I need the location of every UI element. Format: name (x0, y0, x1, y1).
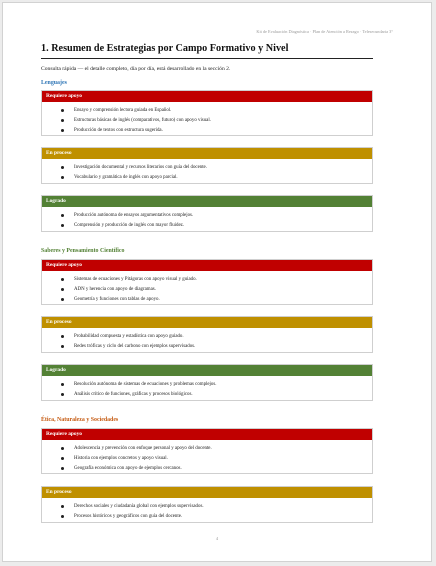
bullet-icon (61, 457, 64, 460)
level-label: En proceso (42, 487, 372, 498)
strategy-box-en-proceso (41, 316, 373, 353)
strategy-list (42, 376, 372, 400)
strategy-box-en-proceso (41, 147, 373, 184)
bullet-icon (61, 345, 64, 348)
list-item: Adolescencia y prevención con enfoque personal y apoyo del docente. (42, 444, 372, 454)
list-item: Producción autónoma de ensayos argumentativos complejos. (42, 211, 372, 221)
list-item: Procesos históricos y geográficos con guía del docente. (42, 512, 372, 522)
strategy-box-logrado (41, 364, 373, 401)
strategy-list (42, 207, 372, 231)
bullet-icon (61, 214, 64, 217)
running-header: Kit de Evaluación Diagnóstica · Plan de Atención a Rezago · Telesecundaria 3° (256, 29, 393, 34)
level-label: Requiere apoyo (42, 91, 372, 102)
list-item: Comprensión y producción de inglés con mayor fluidez. (42, 221, 372, 231)
strategy-list (42, 159, 372, 183)
list-item: Geografía económica con apoyo de ejemplos cercanos. (42, 464, 372, 474)
bullet-icon (61, 335, 64, 338)
list-item: Producción de textos con estructura sugerida. (42, 126, 372, 136)
bullet-icon (61, 515, 64, 518)
list-item: Sistemas de ecuaciones y Pitágoras con apoyo visual y guiado. (42, 275, 372, 285)
bullet-icon (61, 119, 64, 122)
bullet-icon (61, 383, 64, 386)
section-heading-saberes: Saberes y Pensamiento Científico (41, 248, 125, 254)
list-item: Análisis crítico de funciones, gráficas y procesos biológicos. (42, 390, 372, 400)
level-label: Requiere apoyo (42, 260, 372, 271)
level-label: Requiere apoyo (42, 429, 372, 440)
bullet-icon (61, 176, 64, 179)
strategy-box-en-proceso (41, 486, 373, 523)
bullet-icon (61, 447, 64, 450)
section-heading-lenguajes: Lenguajes (41, 80, 67, 86)
strategy-list (42, 271, 372, 304)
list-item: Historia con ejemplos concretos y apoyo visual. (42, 454, 372, 464)
title-divider (41, 58, 373, 59)
page-number: 4 (215, 536, 219, 541)
level-label: En proceso (42, 317, 372, 328)
list-item: Estructuras básicas de inglés (comparativos, futuro) con apoyo visual. (42, 116, 372, 126)
bullet-icon (61, 109, 64, 112)
list-item: Vocabulario y gramática de inglés con apoyo parcial. (42, 173, 372, 183)
bullet-icon (61, 505, 64, 508)
section-heading-etica: Ética, Naturaleza y Sociedades (41, 417, 119, 423)
strategy-box-requiere-apoyo (41, 259, 373, 305)
bullet-icon (61, 224, 64, 227)
strategy-list (42, 328, 372, 352)
strategy-box-logrado (41, 195, 373, 232)
list-item: Geometría y funciones con tablas de apoyo. (42, 295, 372, 305)
strategy-list (42, 102, 372, 135)
list-item: Ensayo y comprensión lectora guiada en Español. (42, 106, 372, 116)
bullet-icon (61, 467, 64, 470)
list-item: ADN y herencia con apoyo de diagramas. (42, 285, 372, 295)
list-item: Redes tróficas y ciclo del carbono con ejemplos supervisados. (42, 342, 372, 352)
bullet-icon (61, 166, 64, 169)
bullet-icon (61, 298, 64, 301)
bullet-icon (61, 288, 64, 291)
list-item: Derechos sociales y ciudadanía global con ejemplos supervisados. (42, 502, 372, 512)
page-title: 1. Resumen de Estrategias por Campo Formativo y Nivel (41, 43, 289, 54)
strategy-list (42, 440, 372, 473)
level-label: En proceso (42, 148, 372, 159)
level-label: Logrado (42, 196, 372, 207)
list-item: Resolución autónoma de sistemas de ecuaciones y problemas complejos. (42, 380, 372, 390)
level-label: Logrado (42, 365, 372, 376)
document-page (2, 2, 432, 562)
intro-text: Consulta rápida — el detalle completo, día por día, está desarrollado en la sección 2. (41, 66, 231, 72)
bullet-icon (61, 129, 64, 132)
strategy-box-requiere-apoyo (41, 90, 373, 136)
strategy-box-requiere-apoyo (41, 428, 373, 474)
strategy-list (42, 498, 372, 522)
bullet-icon (61, 393, 64, 396)
bullet-icon (61, 278, 64, 281)
list-item: Investigación documental y recursos literarios con guía del docente. (42, 163, 372, 173)
list-item: Probabilidad compuesta y estadística con apoyo guiado. (42, 332, 372, 342)
